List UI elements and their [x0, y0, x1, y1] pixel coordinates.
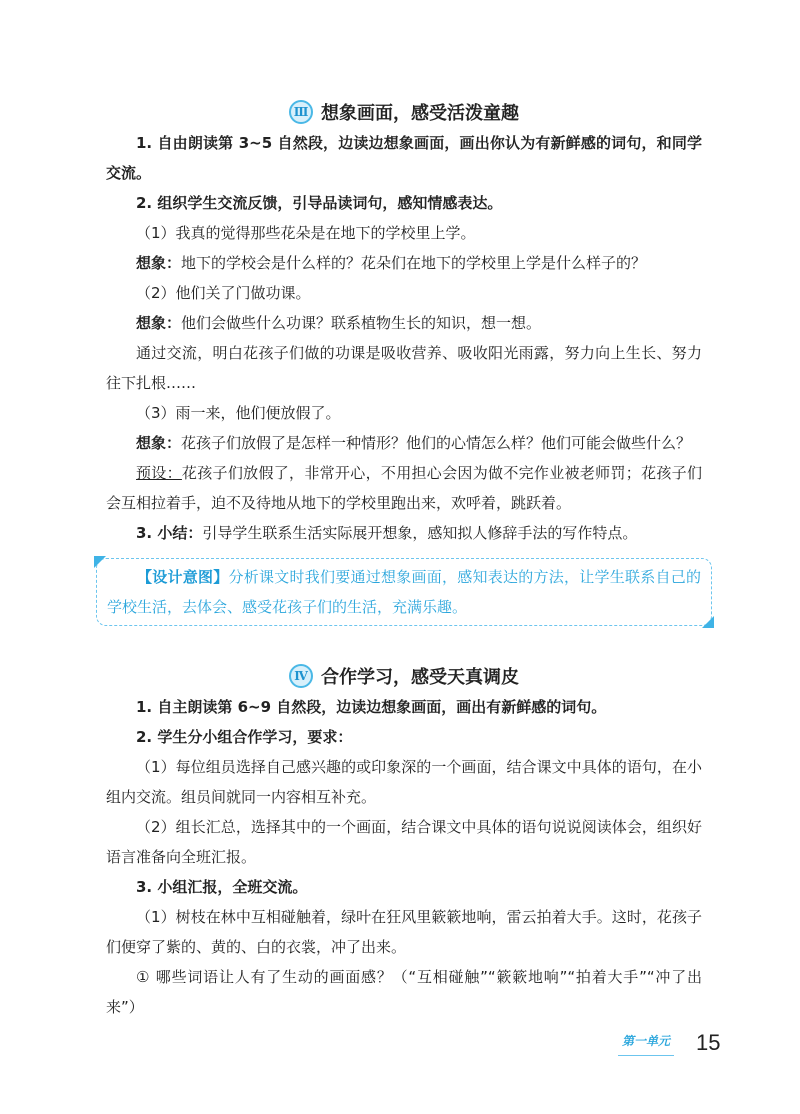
section-number-badge: Ⅳ [289, 664, 313, 688]
corner-ornament [94, 556, 106, 568]
page-content [106, 96, 702, 1022]
imagine-label: 想象： [136, 254, 182, 272]
unit-label: 第一单元 [618, 1030, 674, 1056]
design-intent-tag: 【设计意图】 [137, 568, 229, 586]
question-1: ① 哪些词语让人有了生动的画面感？（“互相碰触”“簌簌地响”“拍着大手”“冲了出来”） [106, 968, 702, 1016]
imagine-label: 想象： [136, 314, 182, 332]
step-1: 1. 自主朗读第 6~9 自然段，边读边想象画面，画出有新鲜感的词句。 [136, 698, 607, 716]
page-number: 15 [696, 1030, 721, 1055]
step-2: 2. 组织学生交流反馈，引导品读词句，感知情感表达。 [136, 194, 503, 212]
sentence-1: （1）树枝在林中互相碰触着，绿叶在狂风里簌簌地响，雷云拍着大手。这时，花孩子们便穿了紫的、黄的、白的衣裳，冲了出来。 [106, 908, 702, 956]
requirement-2: （2）组长汇总，选择其中的一个画面，结合课文中具体的语句说说阅读体会，组织好语言准备向全班汇报。 [106, 818, 702, 866]
step-3 [106, 518, 702, 548]
section-title: 想象画面，感受活泼童趣 [321, 103, 519, 124]
step-2: 2. 学生分小组合作学习，要求： [136, 728, 353, 746]
summary-text: 引导学生联系生活实际展开想象，感知拟人修辞手法的写作特点。 [202, 524, 638, 542]
step-1: 1. 自由朗读第 3~5 自然段，边读边想象画面，画出你认为有新鲜感的词句，和同学交流。 [106, 134, 702, 182]
requirement-1: （1）每位组员选择自己感兴趣的或印象深的一个画面，结合课文中具体的语句，在小组内交流。组员间就同一内容相互补充。 [106, 758, 702, 806]
preset [106, 458, 702, 518]
imagine-1 [106, 248, 702, 278]
design-intent-text: 分析课文时我们要通过想象画面，感知表达的方法，让学生联系自己的学校生活，去体会、感受花孩子们的生活，充满乐趣。 [107, 568, 701, 616]
imagine-2 [106, 308, 702, 338]
section-3-heading [106, 96, 702, 128]
imagine-label: 想象： [136, 434, 182, 452]
summary-label: 3. 小结： [136, 524, 203, 542]
quote-2: （2）他们关了门做功课。 [136, 284, 311, 302]
imagine-text: 花孩子们放假了是怎样一种情形？他们的心情怎么样？他们可能会做些什么？ [181, 434, 692, 452]
section-title: 合作学习，感受天真调皮 [321, 667, 519, 688]
imagine-text: 他们会做些什么功课？联系植物生长的知识，想一想。 [181, 314, 542, 332]
page-footer [618, 1030, 721, 1056]
corner-ornament [702, 616, 714, 628]
quote-1: （1）我真的觉得那些花朵是在地下的学校里上学。 [136, 224, 476, 242]
note: 通过交流，明白花孩子们做的功课是吸收营养、吸收阳光雨露，努力向上生长、努力往下扎根…… [106, 344, 702, 392]
design-intent-box [96, 558, 712, 626]
section-number-badge: Ⅲ [289, 100, 313, 124]
quote-3: （3）雨一来，他们便放假了。 [136, 404, 341, 422]
step-3: 3. 小组汇报，全班交流。 [136, 878, 308, 896]
imagine-3 [106, 428, 702, 458]
preset-label: 预设： [136, 464, 182, 482]
imagine-text: 地下的学校会是什么样的？花朵们在地下的学校里上学是什么样子的？ [181, 254, 647, 272]
preset-text: 花孩子们放假了，非常开心，不用担心会因为做不完作业被老师罚；花孩子们会互相拉着手，迫不及待地从地下的学校里跑出来，欢呼着，跳跃着。 [106, 464, 702, 512]
section-4-heading [106, 660, 702, 692]
